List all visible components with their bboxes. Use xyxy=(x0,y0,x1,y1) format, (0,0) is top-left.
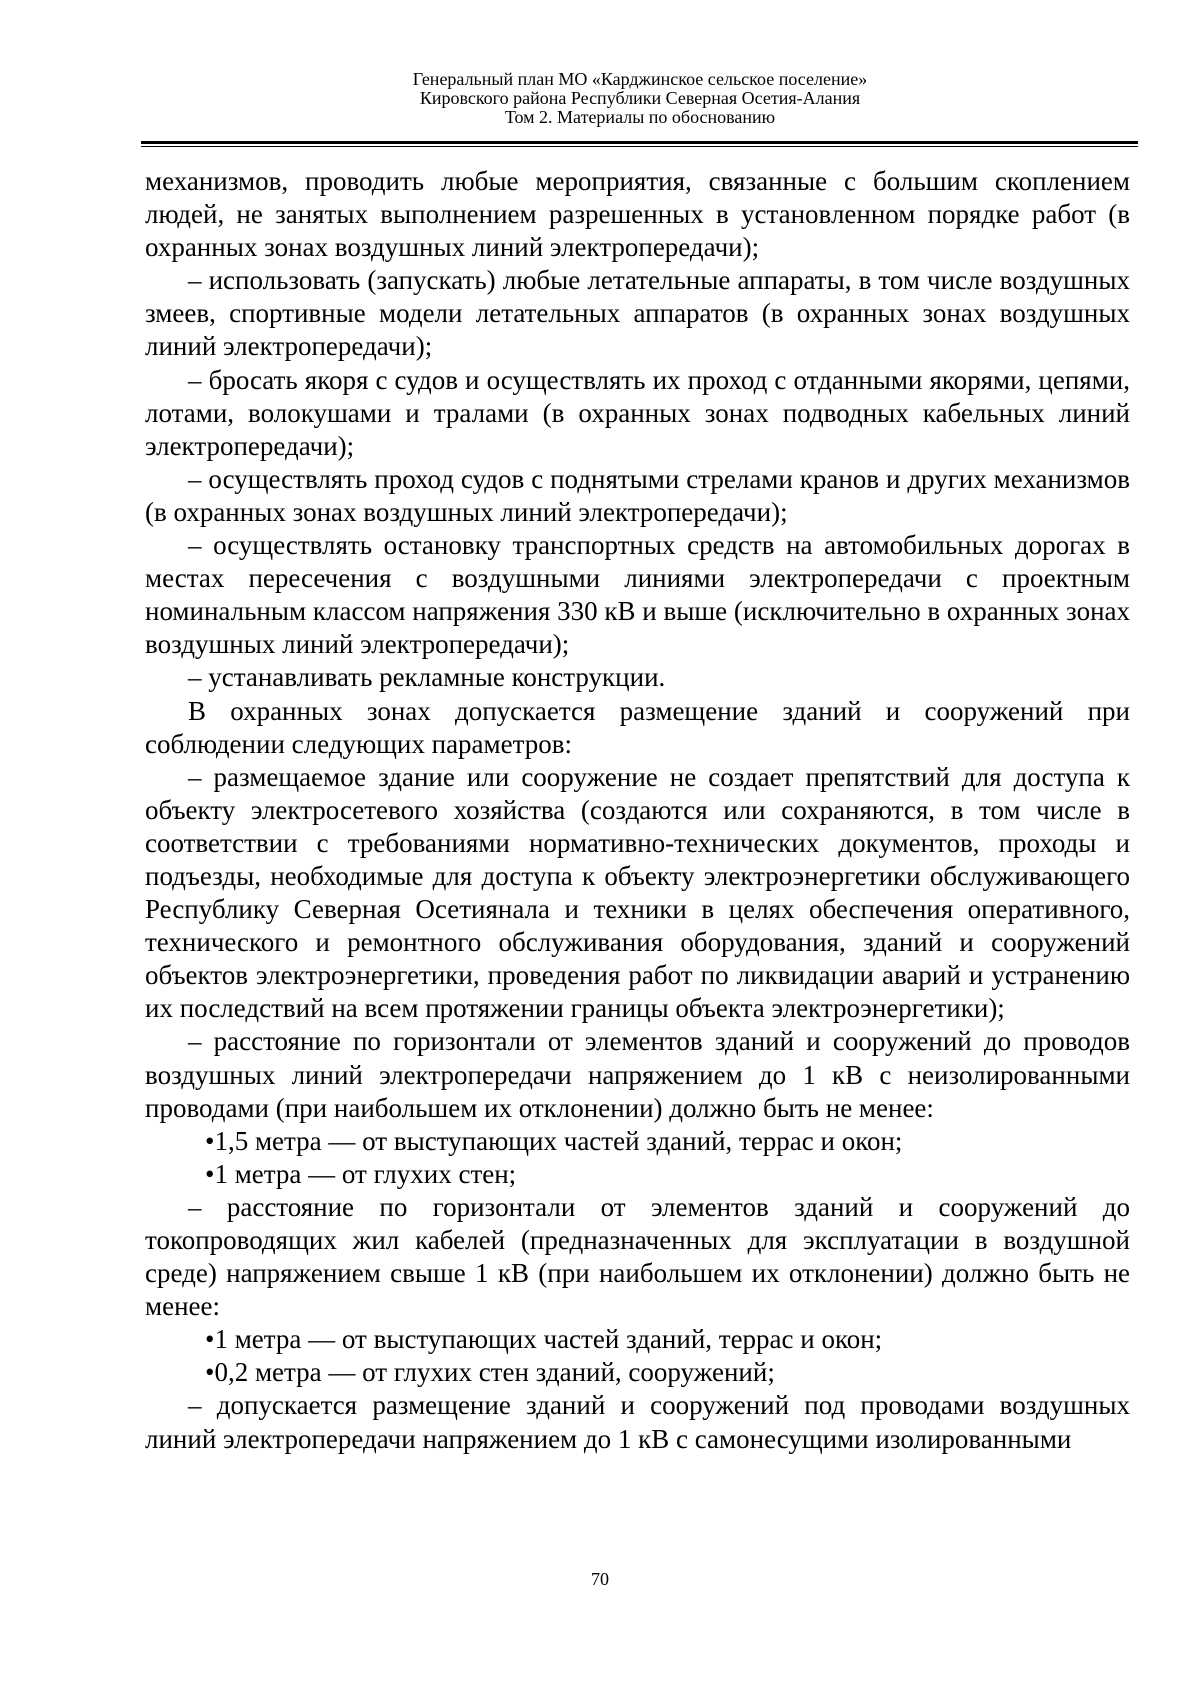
list-item: – размещаемое здание или сооружение не создает препятствий для доступа к объекту электросетевого хозяйства (создаются или сохраняются, в том числе в соответствии с требованиями нормативно-технических документов, проходы и подъезды, необходимые для доступа к объекту электроэнергетики обслуживающего Республику Северная Осетиянала и техники в целях обеспечения оперативного, технического и ремонтного обслуживания оборудования, зданий и сооружений объектов электроэнергетики, проведения работ по ликвидации аварий и устранению их последствий на всем протяжении границы объекта электроэнергетики); xyxy=(145,761,1130,1024)
list-item: – осуществлять остановку транспортных средств на автомобильных дорогах в местах пересечения с воздушными линиями электропередачи с проектным номинальным классом напряжения 330 кВ и выше (исключительно в охранных зонах воздушных линий электропередачи); xyxy=(145,530,1130,660)
bullet-item: •1 метра — от глухих стен; xyxy=(205,1158,517,1189)
running-header xyxy=(146,70,1134,127)
list-item: – расстояние по горизонтали от элементов зданий и сооружений до токопроводящих жил кабелей (предназначенных для эксплуатации в воздушной среде) напряжением свыше 1 кВ (при наибольшем их отклонении) должно быть не менее: xyxy=(145,1191,1130,1322)
bullet-item: •0,2 метра — от глухих стен зданий, сооружений; xyxy=(205,1357,775,1388)
bullet-item: •1 метра — от выступающих частей зданий, террас и окон; xyxy=(205,1324,883,1355)
header-rule-thick xyxy=(141,141,1138,144)
list-item: – устанавливать рекламные конструкции. xyxy=(188,662,666,693)
list-item: – осуществлять проход судов с поднятыми стрелами кранов и других механизмов (в охранных зонах воздушных линий электропередачи); xyxy=(145,463,1130,527)
header-line-1: Генеральный план МО «Карджинское сельское поселение» xyxy=(412,69,868,89)
header-rule-thin xyxy=(141,146,1138,147)
paragraph: В охранных зонах допускается размещение зданий и сооружений при соблюдении следующих параметров: xyxy=(145,695,1130,759)
body-text xyxy=(145,165,1130,1456)
paragraph: механизмов, проводить любые мероприятия, связанные с большим скоплением людей, не занятых выполнением разрешенных в установленном порядке работ (в охранных зонах воздушных линий электропередачи); xyxy=(145,166,1130,263)
page-number: 70 xyxy=(591,1569,609,1589)
bullet-item: •1,5 метра — от выступающих частей зданий, террас и окон; xyxy=(205,1125,903,1156)
list-item: – расстояние по горизонтали от элементов зданий и сооружений до проводов воздушных линий электропередачи напряжением до 1 кВ с неизолированными проводами (при наибольшем их отклонении) должно быть не менее: xyxy=(145,1026,1130,1123)
header-line-2: Кировского района Республики Северная Осетия-Алания xyxy=(419,88,861,108)
list-item: – допускается размещение зданий и сооружений под проводами воздушных линий электропередачи напряжением до 1 кВ с самонесущими изолированными xyxy=(145,1390,1130,1454)
header-line-3: Том 2. Материалы по обоснованию xyxy=(504,107,776,127)
list-item: – использовать (запускать) любые летательные аппараты, в том числе воздушных змеев, спортивные модели летательных аппаратов (в охранных зонах воздушных линий электропередачи); xyxy=(145,265,1130,362)
list-item: – бросать якоря с судов и осуществлять их проход с отданными якорями, цепями, лотами, волокушами и тралами (в охранных зонах подводных кабельных линий электропередачи); xyxy=(145,364,1130,461)
